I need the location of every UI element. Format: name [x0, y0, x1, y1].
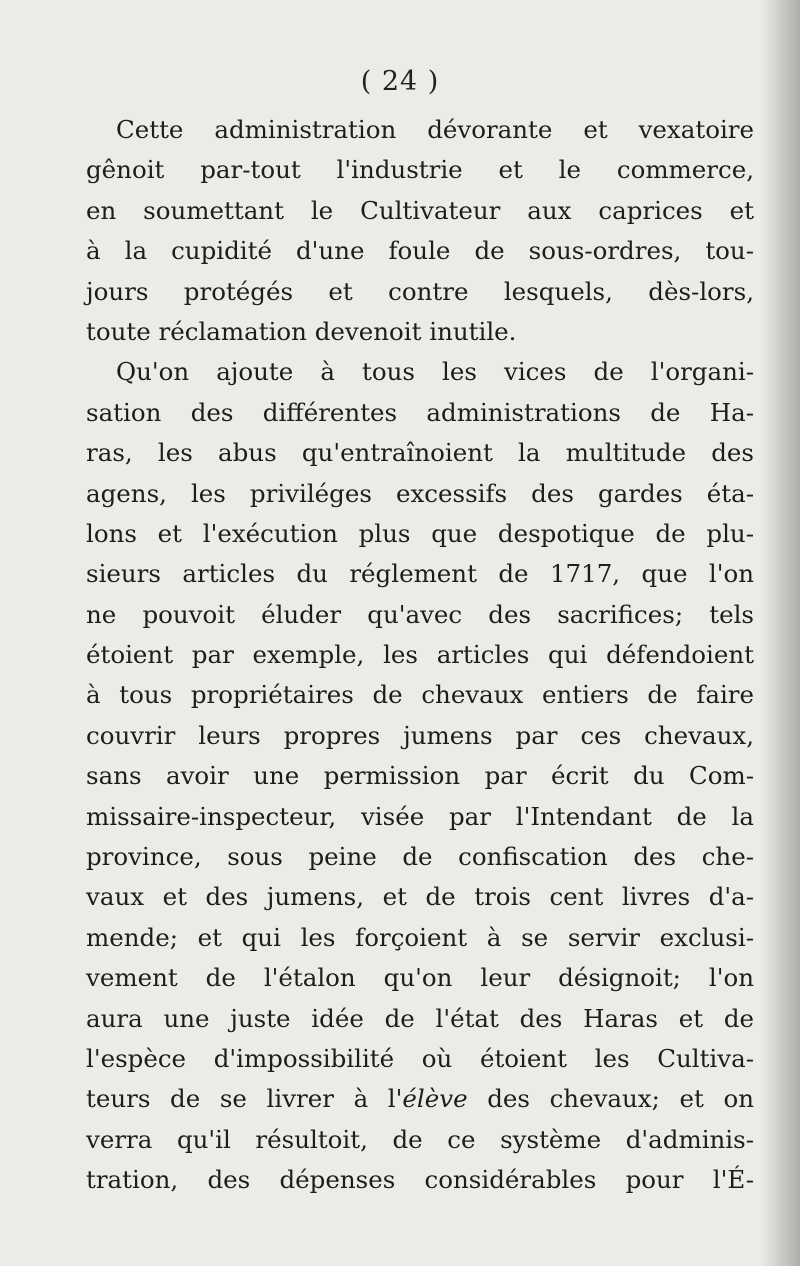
text-line: l'espèce d'impossibilité où étoient les Cultiva- [86, 1043, 754, 1073]
text-line: toute réclamation devenoit inutile. [86, 316, 517, 346]
text-line: mende; et qui les forçoient à se servir exclusi- [86, 922, 754, 952]
text-line: province, sous peine de confiscation des che- [86, 842, 754, 872]
text-line: sation des différentes administrations de Ha- [86, 397, 754, 427]
text-line: à la cupidité d'une foule de sous-ordres, tou- [86, 236, 754, 266]
text-line: ras, les abus qu'entraînoient la multitude des [86, 438, 754, 468]
text-fragment: des chevaux; et on [467, 1084, 754, 1114]
text-line: gênoit par-tout l'industrie et le commerce, [86, 155, 754, 185]
text-line: Cette administration dévorante et vexatoire [116, 115, 754, 144]
page-gutter-shadow [760, 0, 800, 1266]
text-line: sieurs articles du réglement de 1717, que l'on [86, 559, 754, 589]
text-line: vement de l'étalon qu'on leur désignoit; l'on [86, 963, 754, 993]
text-line: verra qu'il résultoit, de ce système d'adminis- [86, 1124, 754, 1154]
text-fragment: teurs de se livrer à l' [86, 1084, 403, 1114]
text-line: jours protégés et contre lesquels, dès-lors, [86, 276, 754, 306]
text-line: étoient par exemple, les articles qui défendoient [86, 640, 754, 670]
text-line: agens, les priviléges excessifs des gardes éta- [86, 478, 754, 508]
italic-word: élève [402, 1084, 468, 1114]
text-line: couvrir leurs propres jumens par ces chevaux, [86, 720, 754, 750]
text-line: ne pouvoit éluder qu'avec des sacrifices; tels [86, 599, 754, 629]
text-line: missaire-inspecteur, visée par l'Intendant de la [86, 801, 754, 831]
text-line: lons et l'exécution plus que despotique de plu- [86, 518, 754, 548]
text-line-with-italic [86, 1079, 754, 1119]
text-line: à tous propriétaires de chevaux entiers de faire [86, 680, 754, 710]
body-text [86, 110, 754, 1201]
text-line: vaux et des jumens, et de trois cent livres d'a- [86, 882, 754, 912]
text-line: en soumettant le Cultivateur aux caprices et [86, 195, 754, 225]
text-line: aura une juste idée de l'état des Haras et de [86, 1003, 754, 1033]
text-line: Qu'on ajoute à tous les vices de l'organi- [116, 357, 754, 387]
text-line: sans avoir une permission par écrit du Com- [86, 761, 754, 791]
page-number: ( 24 ) [360, 66, 440, 97]
text-line: tration, des dépenses considérables pour l'É- [86, 1165, 754, 1195]
